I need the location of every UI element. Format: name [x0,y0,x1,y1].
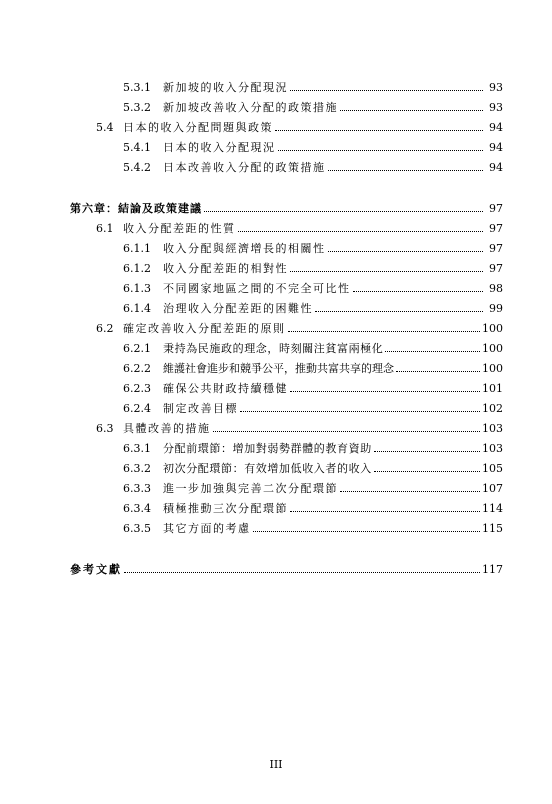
toc-entry-title: 日本改善收入分配的政策措施 [163,161,326,174]
toc-entry-page: 93 [489,101,503,114]
toc-entry-6-3-4 [123,502,503,516]
toc-entry-title: 其它方面的考慮 [163,522,251,535]
toc-entry-5-4-1 [123,141,503,155]
toc-entry-number: 5.4.2 [123,161,151,174]
toc-entry-5-4 [96,121,503,135]
toc-entry-6-1-4 [123,302,503,316]
toc-entry-page: 97 [489,202,503,215]
toc-entry-number: 6.2.2 [123,362,151,375]
toc-entry-number: 6.3.5 [123,522,151,535]
toc-entry-6-2-3 [123,382,503,396]
toc-entry-title: 確定改善收入分配差距的原則 [123,322,286,335]
toc-entry-number: 6.2.1 [123,342,151,355]
toc-leader-dots [290,382,480,392]
toc-references [70,563,503,577]
toc-leader-dots [374,442,480,452]
toc-entry-title: 收入分配與經濟增長的相關性 [163,242,326,255]
toc-leader-dots [240,402,480,412]
toc-entry-6-2-1 [123,342,503,356]
toc-entry-number: 6.3.3 [123,482,151,495]
toc-entry-5-3-2 [123,101,503,115]
toc-leader-dots [328,161,484,171]
toc-entry-page: 103 [482,422,503,435]
toc-entry-title: 收入分配差距的相對性 [163,262,288,275]
toc-entry-6-3-5 [123,522,503,536]
toc-entry-number: 6.2.3 [123,382,151,395]
toc-leader-dots [278,141,484,151]
toc-leader-dots [253,522,481,532]
toc-entry-page: 100 [482,342,503,355]
toc-leader-dots [290,502,480,512]
toc-entry-6-2 [96,322,503,336]
toc-entry-title: 初次分配環節：有效增加低收入者的收入 [163,462,372,475]
toc-entry-number: 6.1.4 [123,302,151,315]
toc-entry-page: 107 [482,482,503,495]
toc-entry-page: 100 [482,322,503,335]
toc-entry-page: 115 [482,522,503,535]
toc-leader-dots [288,322,481,332]
toc-entry-title: 積極推動三次分配環節 [163,502,288,515]
toc-entry-number: 5.4 [96,121,114,134]
toc-leader-dots [315,302,483,312]
toc-entry-number: 6.2.4 [123,402,151,415]
toc-entry-page: 94 [489,121,503,134]
toc-entry-page: 94 [489,161,503,174]
toc-entry-6-1-2 [123,262,503,276]
toc-entry-6-3 [96,422,503,436]
toc-entry-title: 秉持為民施政的理念，時刻關注貧富兩極化 [163,342,384,355]
toc-leader-dots [290,81,483,91]
toc-entry-page: 102 [482,402,503,415]
toc-leader-dots [213,422,481,432]
toc-entry-number: 5.4.1 [123,141,151,154]
toc-entry-page: 97 [489,262,503,275]
toc-chapter-6 [70,202,503,216]
toc-entry-page: 101 [482,382,503,395]
toc-entry-title: 治理收入分配差距的困難性 [163,302,313,315]
page-number-footer: III [269,758,283,771]
toc-entry-page: 100 [482,362,503,375]
toc-entry-6-2-2 [123,362,503,376]
toc-entry-number: 6.1.2 [123,262,151,275]
toc-entry-title: 日本的收入分配現況 [163,141,276,154]
toc-entry-page: 105 [482,462,503,475]
toc-entry-6-3-2 [123,462,503,476]
toc-references-title: 參考文獻 [70,563,122,576]
toc-leader-dots [353,282,484,292]
toc-entry-title: 進一步加強與完善二次分配環節 [163,482,338,495]
toc-entry-page: 94 [489,141,503,154]
toc-entry-6-2-4 [123,402,503,416]
toc-entry-page: 97 [489,242,503,255]
toc-entry-number: 5.3.2 [123,101,151,114]
toc-leader-dots [396,362,480,372]
toc-entry-6-1-1 [123,242,503,256]
toc-leader-dots [340,101,483,111]
toc-chapter-title: 第六章：結論及政策建議 [70,202,202,215]
toc-entry-number: 5.3.1 [123,81,151,94]
toc-entry-6-3-1 [123,442,503,456]
toc-leader-dots [374,462,480,472]
toc-entry-number: 6.1.1 [123,242,151,255]
toc-entry-6-3-3 [123,482,503,496]
toc-entry-title: 新加坡的收入分配現況 [163,81,288,94]
toc-entry-title: 日本的收入分配問題與政策 [123,121,273,134]
toc-entry-number: 6.2 [96,322,114,335]
toc-entry-number: 6.1.3 [123,282,151,295]
toc-entry-title: 不同國家地區之間的不完全可比性 [163,282,351,295]
toc-entry-5-3-1 [123,81,503,95]
toc-entry-title: 具體改善的措施 [123,422,211,435]
toc-leader-dots [204,202,483,212]
toc-entry-title: 分配前環節：增加對弱勢群體的教育資助 [163,442,372,455]
toc-entry-6-1-3 [123,282,503,296]
toc-entry-6-1 [96,222,503,236]
toc-entry-page: 103 [482,442,503,455]
toc-leader-dots [238,222,484,232]
toc-leader-dots [290,262,483,272]
toc-entry-title: 確保公共財政持續穩健 [163,382,288,395]
toc-entry-page: 117 [482,563,503,576]
toc-entry-number: 6.3.2 [123,462,151,475]
toc-entry-5-4-2 [123,161,503,175]
toc-entry-title: 新加坡改善收入分配的政策措施 [163,101,338,114]
toc-leader-dots [124,563,480,573]
toc-leader-dots [385,342,480,352]
toc-entry-title: 維護社會進步和競爭公平，推動共富共享的理念 [163,362,394,375]
toc-entry-title: 制定改善目標 [163,402,238,415]
toc-entry-title: 收入分配差距的性質 [123,222,236,235]
toc-leader-dots [275,121,483,131]
toc-leader-dots [340,482,480,492]
toc-entry-number: 6.3.4 [123,502,151,515]
toc-entry-number: 6.1 [96,222,114,235]
toc-entry-page: 99 [489,302,503,315]
toc-entry-page: 98 [489,282,503,295]
toc-entry-page: 114 [482,502,503,515]
toc-entry-page: 93 [489,81,503,94]
toc-entry-number: 6.3 [96,422,114,435]
toc-leader-dots [328,242,484,252]
toc-entry-page: 97 [489,222,503,235]
toc-entry-number: 6.3.1 [123,442,151,455]
